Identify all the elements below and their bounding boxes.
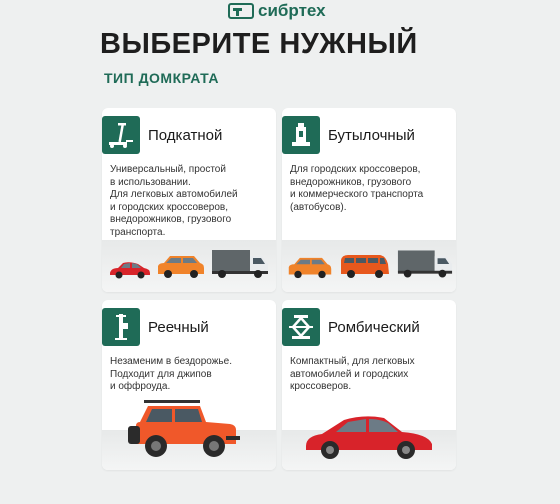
card-description: Незаменим в бездорожье. Подходит для джипов и оффроуда. [110,356,232,392]
gray-truck-image [210,248,270,280]
card-description: Компактный, для легковых автомобилей и городских кроссоверов. [290,356,415,392]
card-header [282,308,420,346]
floor-jack-icon [102,116,140,154]
jack-card-rack[interactable] [102,300,276,470]
jack-card-scissor[interactable] [282,300,456,470]
red-sedan-image [302,410,436,462]
jack-card-floor[interactable] [102,108,276,292]
gray-truck-image [396,248,454,280]
card-title: Подкатной [148,126,223,144]
vehicle-strip [102,240,276,292]
scissor-jack-icon [282,308,320,346]
brand-name: сибртех [258,1,326,20]
page-subtitle: ТИП ДОМКРАТА [104,70,219,86]
card-header [102,308,209,346]
card-title: Реечный [148,318,209,336]
card-title: Ромбический [328,318,420,336]
orange-van-image [338,252,392,280]
card-header [102,116,222,154]
rack-jack-icon [102,308,140,346]
bottle-jack-icon [282,116,320,154]
vehicle-strip [282,240,456,292]
brand-logo [228,0,326,22]
card-header [282,116,415,154]
card-description: Для городских кроссоверов, внедорожников, грузового и коммерческого транспорта (автобусов). [290,164,424,213]
orange-offroad-jeep-image [126,398,242,462]
orange-suv-image [286,256,334,280]
brand-mark-icon [228,3,254,19]
card-description: Универсальный, простой в использовании. Для легковых автомобилей и городских кроссоверов, внедорожников, грузового транспорта. [110,164,238,238]
red-sedan-image [108,260,152,280]
orange-suv-image [156,254,206,280]
jack-card-bottle[interactable] [282,108,456,292]
page-title: ВЫБЕРИТЕ НУЖНЫЙ [100,28,418,60]
card-title: Бутылочный [328,126,415,144]
